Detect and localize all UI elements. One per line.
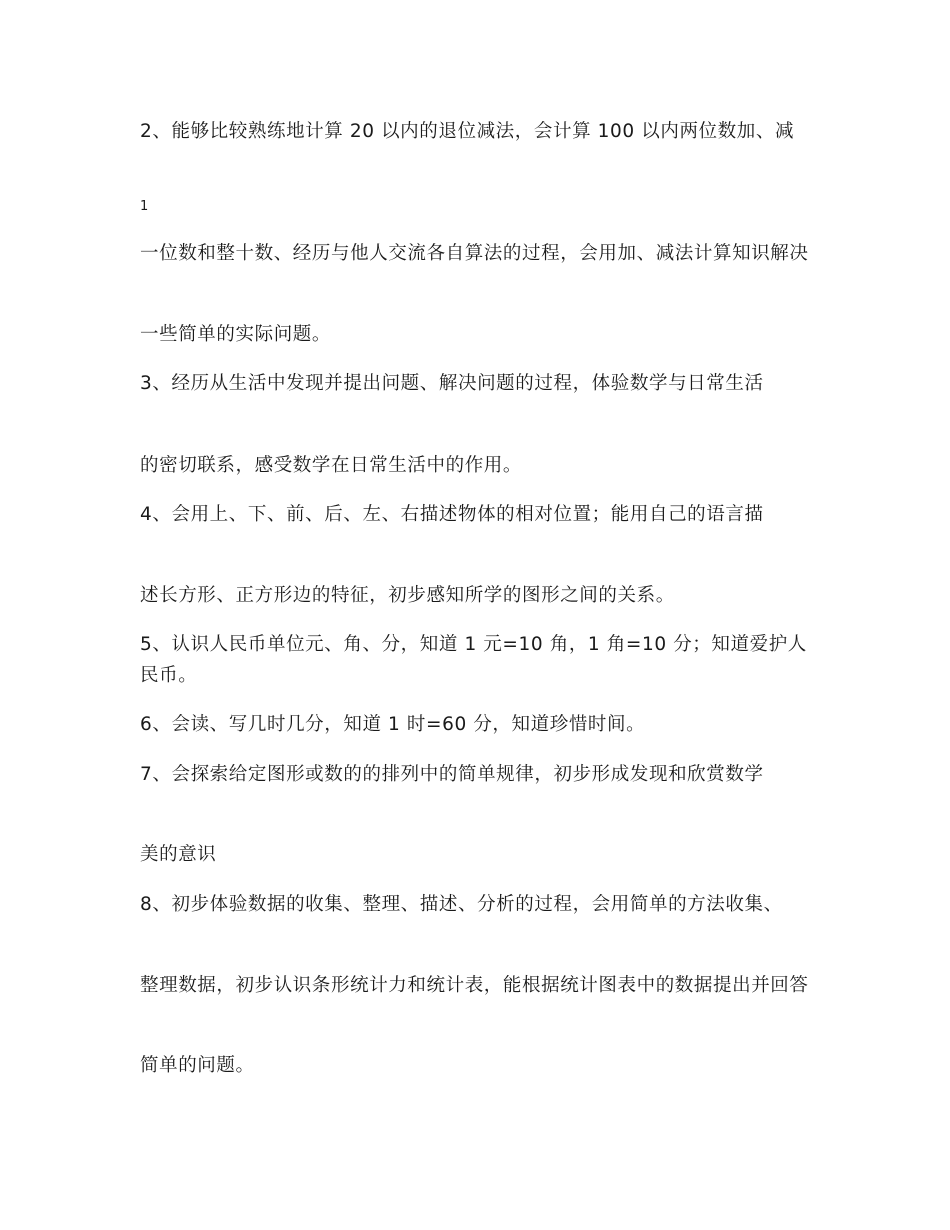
paragraph-line: 一些简单的实际问题。 [140,324,332,345]
paragraph-line: 5、认识人民币单位元、角、分，知道 1 元=10 角，1 角=10 分；知道爱护人民币。 [140,634,807,686]
paragraph-line: 简单的问题。 [140,1055,255,1076]
paragraph-line: 6、会读、写几时几分，知道 1 时=60 分，知道珍惜时间。 [140,714,646,735]
paragraph-line: 整理数据，初步认识条形统计力和统计表，能根据统计图表中的数据提出并回答 [140,975,809,996]
paragraph-line: 2、能够比较熟练地计算 20 以内的退位减法，会计算 100 以内两位数加、减 [140,121,795,142]
paragraph-line: 3、经历从生活中发现并提出问题、解决问题的过程，体验数学与日常生活 [140,373,764,394]
page-number: 1 [140,199,149,214]
paragraph-line: 8、初步体验数据的收集、整理、描述、分析的过程，会用简单的方法收集、 [140,894,783,915]
paragraph-line: 述长方形、正方形边的特征，初步感知所学的图形之间的关系。 [140,585,675,606]
paragraph-line: 美的意识 [140,844,217,865]
paragraph-line: 一位数和整十数、经历与他人交流各自算法的过程，会用加、减法计算知识解决 [140,243,809,264]
paragraph-line: 7、会探索给定图形或数的的排列中的简单规律，初步形成发现和欣赏数学 [140,764,764,785]
paragraph-line: 4、会用上、下、前、后、左、右描述物体的相对位置；能用自己的语言描 [140,504,764,525]
paragraph-line: 的密切联系，感受数学在日常生活中的作用。 [140,455,523,476]
